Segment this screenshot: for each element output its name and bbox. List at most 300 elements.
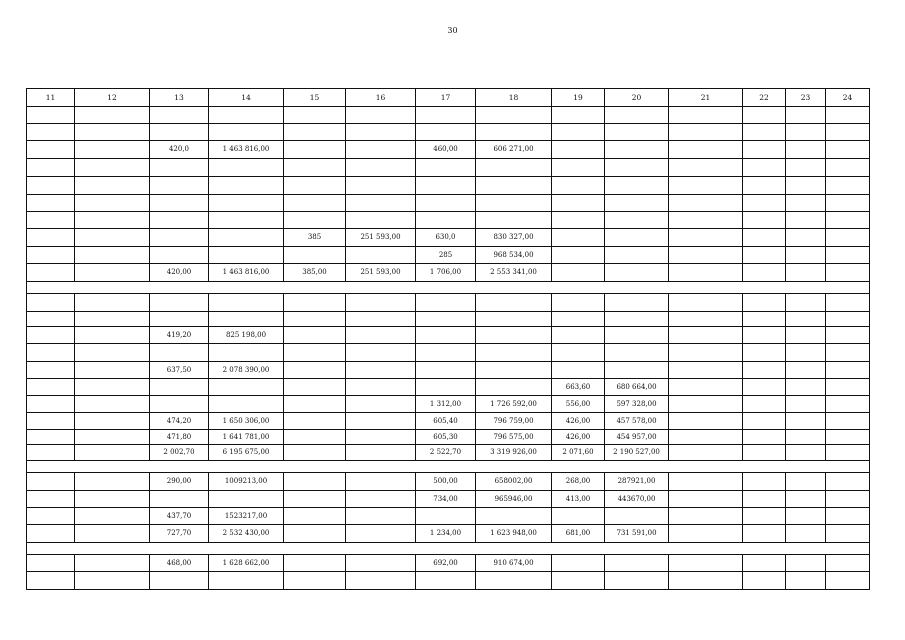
- table-cell: [605, 327, 669, 344]
- table-cell: [27, 491, 75, 508]
- table-cell: [150, 229, 209, 247]
- table-row: [27, 229, 870, 247]
- table-cell: [669, 396, 743, 413]
- table-cell: [786, 445, 826, 461]
- table-cell: [786, 413, 826, 430]
- table-cell: [75, 212, 150, 229]
- table-cell: 605,40: [416, 413, 476, 430]
- table-cell: [605, 572, 669, 590]
- table-cell: [743, 396, 786, 413]
- table-cell: [669, 312, 743, 327]
- table-cell: [743, 195, 786, 212]
- column-header: 21: [669, 89, 743, 107]
- separator-cell: [27, 461, 870, 473]
- table-cell: [346, 195, 416, 212]
- table-cell: [284, 124, 346, 141]
- table-cell: [27, 195, 75, 212]
- table-cell: [826, 344, 870, 362]
- table-cell: [75, 141, 150, 159]
- table-header-row: [27, 89, 870, 107]
- table-cell: 385: [284, 229, 346, 247]
- table-cell: 454 957,00: [605, 430, 669, 445]
- table-cell: [416, 177, 476, 195]
- table-row: [27, 159, 870, 177]
- table-cell: [27, 229, 75, 247]
- table-cell: 1 463 816,00: [209, 264, 284, 282]
- table-cell: [75, 362, 150, 379]
- table-cell: 457 578,00: [605, 413, 669, 430]
- table-cell: [669, 229, 743, 247]
- table-cell: [476, 362, 552, 379]
- table-cell: [346, 430, 416, 445]
- table-cell: [346, 177, 416, 195]
- table-row: [27, 413, 870, 430]
- table-cell: 830 327,00: [476, 229, 552, 247]
- table-row: [27, 508, 870, 525]
- table-cell: [75, 555, 150, 572]
- column-header: 16: [346, 89, 416, 107]
- table-cell: [605, 344, 669, 362]
- table-cell: [476, 124, 552, 141]
- table-cell: 251 593,00: [346, 264, 416, 282]
- table-row: [27, 177, 870, 195]
- table-cell: 658002,00: [476, 473, 552, 491]
- table-cell: [826, 572, 870, 590]
- table-cell: [346, 473, 416, 491]
- table-cell: [552, 312, 605, 327]
- table-cell: 680 664,00: [605, 379, 669, 396]
- table-cell: [209, 344, 284, 362]
- table-cell: 1009213,00: [209, 473, 284, 491]
- table-cell: 251 593,00: [346, 229, 416, 247]
- table-cell: [75, 396, 150, 413]
- table-cell: 426,00: [552, 430, 605, 445]
- table-cell: [346, 344, 416, 362]
- table-cell: [786, 430, 826, 445]
- table-cell: [284, 344, 346, 362]
- table-cell: [786, 229, 826, 247]
- table-cell: [209, 124, 284, 141]
- table-cell: 437,70: [150, 508, 209, 525]
- table-cell: [27, 473, 75, 491]
- table-cell: [27, 396, 75, 413]
- table-cell: [476, 344, 552, 362]
- table-cell: [786, 508, 826, 525]
- table-cell: [605, 141, 669, 159]
- column-header: 24: [826, 89, 870, 107]
- table-cell: [27, 107, 75, 124]
- table-cell: [75, 572, 150, 590]
- table-cell: [284, 396, 346, 413]
- table-cell: [669, 430, 743, 445]
- table-cell: 910 674,00: [476, 555, 552, 572]
- table-cell: [27, 294, 75, 312]
- table-cell: [346, 159, 416, 177]
- table-cell: [209, 294, 284, 312]
- table-cell: [786, 555, 826, 572]
- column-header: 15: [284, 89, 346, 107]
- table-cell: [209, 177, 284, 195]
- table-cell: [743, 362, 786, 379]
- table-cell: [743, 107, 786, 124]
- table-cell: [284, 141, 346, 159]
- data-table: [26, 88, 870, 590]
- table-cell: [75, 229, 150, 247]
- table-cell: [743, 159, 786, 177]
- table-cell: [669, 107, 743, 124]
- table-cell: [416, 327, 476, 344]
- table-cell: [669, 508, 743, 525]
- table-cell: [605, 177, 669, 195]
- table-row: [27, 212, 870, 229]
- table-row: [27, 555, 870, 572]
- table-cell: [27, 525, 75, 543]
- table-cell: 6 195 675,00: [209, 445, 284, 461]
- table-cell: [346, 508, 416, 525]
- table-cell: [346, 396, 416, 413]
- table-cell: [786, 491, 826, 508]
- table-cell: 637,50: [150, 362, 209, 379]
- table-cell: [552, 195, 605, 212]
- table-cell: [605, 195, 669, 212]
- table-cell: [75, 159, 150, 177]
- table-cell: [552, 124, 605, 141]
- table-cell: 1 706,00: [416, 264, 476, 282]
- table-cell: [209, 247, 284, 264]
- table-cell: [552, 229, 605, 247]
- table-cell: [669, 362, 743, 379]
- table-cell: [669, 141, 743, 159]
- table-row: [27, 195, 870, 212]
- table-cell: [826, 555, 870, 572]
- table-cell: [75, 195, 150, 212]
- table-cell: [476, 379, 552, 396]
- table-cell: [416, 107, 476, 124]
- table-cell: [669, 212, 743, 229]
- table-cell: [669, 327, 743, 344]
- table-cell: [346, 107, 416, 124]
- table-cell: [27, 141, 75, 159]
- table-cell: [826, 294, 870, 312]
- table-cell: [150, 107, 209, 124]
- table-row: [27, 525, 870, 543]
- table-cell: 285: [416, 247, 476, 264]
- table-cell: [284, 491, 346, 508]
- table-cell: [75, 124, 150, 141]
- table-cell: 1 234,00: [416, 525, 476, 543]
- table-cell: 468,00: [150, 555, 209, 572]
- table-cell: [786, 312, 826, 327]
- table-row: [27, 264, 870, 282]
- table-cell: [346, 525, 416, 543]
- table-cell: [75, 508, 150, 525]
- table-cell: [743, 491, 786, 508]
- table-cell: 692,00: [416, 555, 476, 572]
- table-cell: [743, 124, 786, 141]
- table-cell: [552, 107, 605, 124]
- table-cell: 630,0: [416, 229, 476, 247]
- table-body: [27, 89, 870, 590]
- table-cell: 825 198,00: [209, 327, 284, 344]
- table-cell: [826, 159, 870, 177]
- table-cell: [605, 229, 669, 247]
- table-cell: 471,80: [150, 430, 209, 445]
- table-cell: 727,70: [150, 525, 209, 543]
- table-cell: [743, 247, 786, 264]
- table-cell: [75, 294, 150, 312]
- table-cell: [743, 508, 786, 525]
- table-cell: [346, 362, 416, 379]
- table-cell: [150, 195, 209, 212]
- table-cell: [786, 195, 826, 212]
- table-cell: [743, 312, 786, 327]
- table-cell: [27, 344, 75, 362]
- table-cell: [150, 572, 209, 590]
- table-cell: [346, 212, 416, 229]
- table-cell: [209, 107, 284, 124]
- table-cell: [346, 491, 416, 508]
- table-cell: [75, 264, 150, 282]
- table-cell: [669, 413, 743, 430]
- table-row: [27, 107, 870, 124]
- table-cell: [75, 379, 150, 396]
- column-header: 23: [786, 89, 826, 107]
- table-cell: [476, 159, 552, 177]
- table-cell: [826, 212, 870, 229]
- table-cell: [743, 264, 786, 282]
- table-cell: [284, 525, 346, 543]
- table-cell: [27, 247, 75, 264]
- table-cell: [786, 212, 826, 229]
- table-cell: [27, 379, 75, 396]
- table-cell: [346, 413, 416, 430]
- table-cell: [786, 294, 826, 312]
- table-cell: [209, 159, 284, 177]
- table-cell: [284, 294, 346, 312]
- separator-cell: [27, 543, 870, 555]
- table-cell: [786, 177, 826, 195]
- table-cell: [150, 312, 209, 327]
- table-cell: [786, 247, 826, 264]
- table-cell: [75, 491, 150, 508]
- table-cell: 290,00: [150, 473, 209, 491]
- table-cell: [346, 555, 416, 572]
- table-cell: 460,00: [416, 141, 476, 159]
- table-row: [27, 473, 870, 491]
- table-cell: [209, 195, 284, 212]
- table-row: [27, 491, 870, 508]
- table-cell: [786, 327, 826, 344]
- table-row: [27, 362, 870, 379]
- table-cell: [826, 264, 870, 282]
- table-cell: [786, 379, 826, 396]
- table-cell: 2 002,70: [150, 445, 209, 461]
- table-row: [27, 396, 870, 413]
- table-cell: [826, 413, 870, 430]
- table-cell: 1 650 306,00: [209, 413, 284, 430]
- table-cell: [826, 229, 870, 247]
- column-header: 12: [75, 89, 150, 107]
- table-cell: [669, 379, 743, 396]
- column-header: 13: [150, 89, 209, 107]
- table-cell: [743, 572, 786, 590]
- table-cell: [75, 430, 150, 445]
- table-cell: [786, 264, 826, 282]
- table-cell: [284, 445, 346, 461]
- table-cell: [786, 396, 826, 413]
- table-cell: [75, 177, 150, 195]
- table-cell: [476, 195, 552, 212]
- table-cell: [605, 124, 669, 141]
- table-cell: [605, 294, 669, 312]
- table-cell: [476, 212, 552, 229]
- table-cell: [786, 473, 826, 491]
- table-cell: [416, 294, 476, 312]
- table-cell: [150, 212, 209, 229]
- table-cell: [209, 572, 284, 590]
- table-cell: [743, 430, 786, 445]
- table-cell: 796 759,00: [476, 413, 552, 430]
- table-cell: 681,00: [552, 525, 605, 543]
- table-cell: 1 312,00: [416, 396, 476, 413]
- table-cell: [552, 294, 605, 312]
- table-cell: [284, 195, 346, 212]
- table-cell: [150, 491, 209, 508]
- table-cell: [826, 445, 870, 461]
- table-cell: [75, 327, 150, 344]
- table-cell: [743, 379, 786, 396]
- table-cell: 605,30: [416, 430, 476, 445]
- table-cell: [150, 247, 209, 264]
- table-cell: 268,00: [552, 473, 605, 491]
- table-cell: [743, 555, 786, 572]
- table-cell: [605, 312, 669, 327]
- table-cell: [669, 525, 743, 543]
- table-cell: [284, 212, 346, 229]
- table-cell: [826, 491, 870, 508]
- table-cell: [284, 177, 346, 195]
- table-cell: 597 328,00: [605, 396, 669, 413]
- table-cell: [27, 327, 75, 344]
- table-cell: [284, 555, 346, 572]
- table-cell: [826, 396, 870, 413]
- table-cell: [416, 508, 476, 525]
- table-cell: [826, 177, 870, 195]
- table-row: [27, 445, 870, 461]
- table-cell: 965946,00: [476, 491, 552, 508]
- table-cell: [669, 555, 743, 572]
- table-cell: [150, 396, 209, 413]
- table-cell: 663,60: [552, 379, 605, 396]
- table-cell: [786, 107, 826, 124]
- table-cell: [826, 525, 870, 543]
- table-cell: [416, 159, 476, 177]
- table-cell: [27, 362, 75, 379]
- table-row: [27, 572, 870, 590]
- table-cell: 796 575,00: [476, 430, 552, 445]
- table-cell: [669, 445, 743, 461]
- table-cell: [552, 159, 605, 177]
- table-cell: 2 078 390,00: [209, 362, 284, 379]
- table-cell: [669, 159, 743, 177]
- table-cell: [209, 491, 284, 508]
- table-cell: [605, 362, 669, 379]
- table-cell: [284, 379, 346, 396]
- table-cell: [346, 379, 416, 396]
- table-cell: [786, 344, 826, 362]
- table-cell: [552, 508, 605, 525]
- table-cell: [743, 212, 786, 229]
- table-cell: [416, 362, 476, 379]
- table-cell: [346, 327, 416, 344]
- table-cell: [150, 124, 209, 141]
- table-cell: 2 190 527,00: [605, 445, 669, 461]
- table-cell: [476, 107, 552, 124]
- table-cell: [826, 141, 870, 159]
- table-cell: [284, 572, 346, 590]
- column-header: 11: [27, 89, 75, 107]
- table-cell: [552, 264, 605, 282]
- table-cell: [743, 344, 786, 362]
- table-cell: [416, 312, 476, 327]
- table-cell: [209, 229, 284, 247]
- column-header: 22: [743, 89, 786, 107]
- table-cell: [669, 124, 743, 141]
- table-cell: [669, 572, 743, 590]
- table-cell: [75, 107, 150, 124]
- table-cell: [743, 473, 786, 491]
- table-cell: [743, 294, 786, 312]
- table-cell: [346, 124, 416, 141]
- table-cell: [552, 362, 605, 379]
- table-cell: [552, 141, 605, 159]
- table-cell: [284, 107, 346, 124]
- table-cell: [786, 141, 826, 159]
- table-cell: 1 623 948,00: [476, 525, 552, 543]
- table-cell: [27, 445, 75, 461]
- table-cell: [284, 413, 346, 430]
- table-cell: [743, 413, 786, 430]
- table-cell: [669, 473, 743, 491]
- table-cell: [209, 212, 284, 229]
- table-cell: 2 522,70: [416, 445, 476, 461]
- table-cell: [27, 177, 75, 195]
- table-cell: [346, 294, 416, 312]
- table-cell: [552, 344, 605, 362]
- table-cell: [346, 312, 416, 327]
- table-cell: [284, 327, 346, 344]
- table-cell: [150, 294, 209, 312]
- table-cell: [552, 555, 605, 572]
- table-row: [27, 430, 870, 445]
- table-cell: [27, 312, 75, 327]
- table-cell: [346, 572, 416, 590]
- table-cell: 474,20: [150, 413, 209, 430]
- table-cell: [786, 159, 826, 177]
- table-cell: [27, 264, 75, 282]
- column-header: 17: [416, 89, 476, 107]
- table-cell: [416, 572, 476, 590]
- table-cell: 426,00: [552, 413, 605, 430]
- table-cell: [75, 413, 150, 430]
- table-cell: [743, 327, 786, 344]
- page-number: 30: [447, 26, 458, 35]
- table-cell: 287921,00: [605, 473, 669, 491]
- table-cell: [27, 212, 75, 229]
- table-cell: 2 532 430,00: [209, 525, 284, 543]
- table-cell: 2 071,60: [552, 445, 605, 461]
- table-cell: [416, 124, 476, 141]
